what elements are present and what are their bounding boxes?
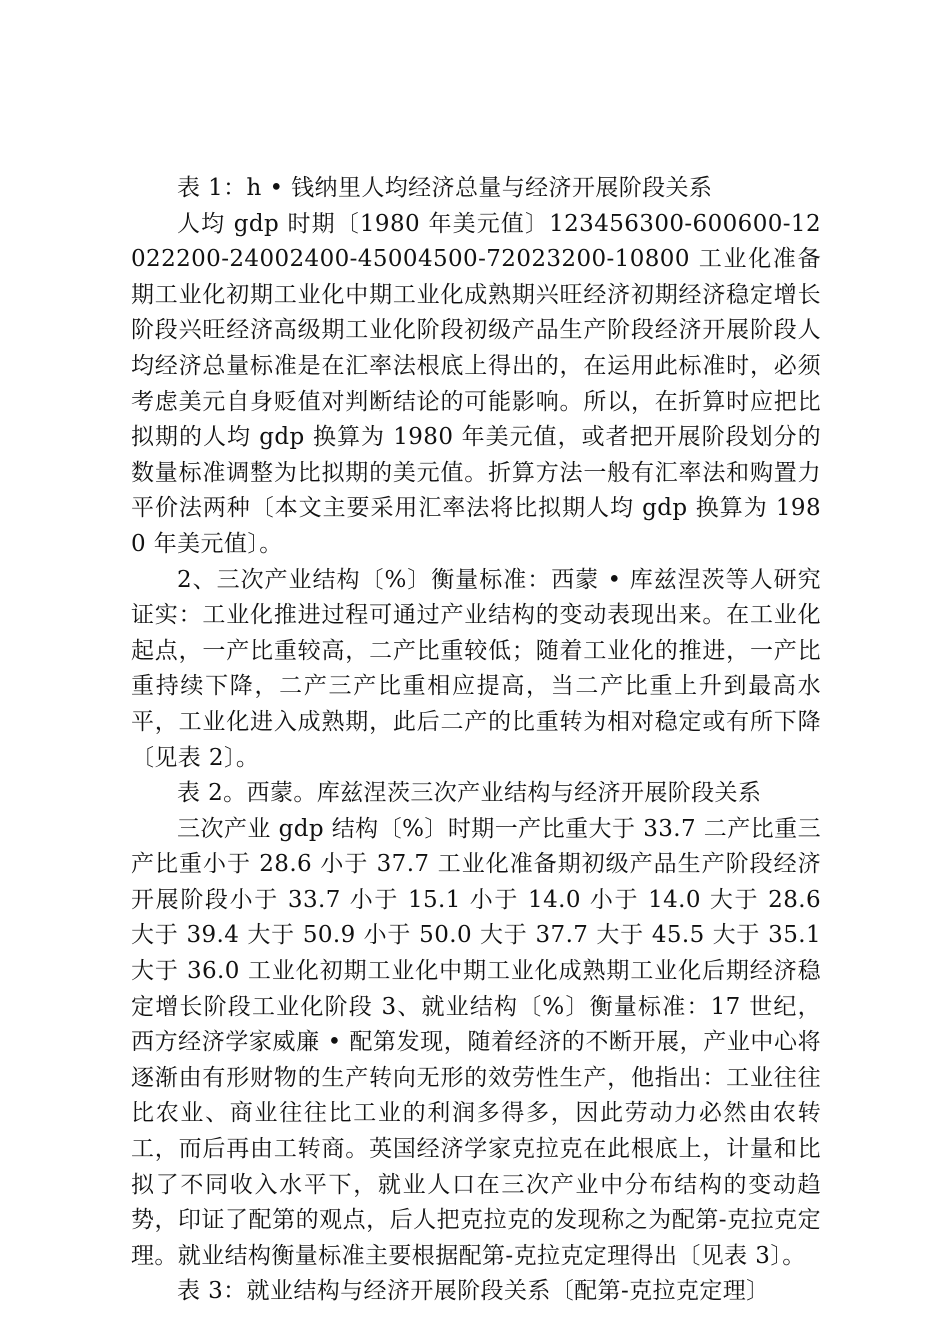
industry-structure-paragraph: 2、三次产业结构〔%〕衡量标准：西蒙 • 库兹涅茨等人研究证实：工业化推进过程可通过产业结构的变动表现出来。在工业化起点，一产比重较高，二产比重较低；随着工业化的推进，一产比重持续下降，二产三产比重相应提高，当二产比重上升到最高水平，工业化进入成熟期，此后二产的比重转为相对稳定或有所下降〔见表 2〕。 xyxy=(131,566,821,771)
table2-caption: 表 2。西蒙。库兹涅茨三次产业结构与经济开展阶段关系 xyxy=(177,780,762,807)
table1-caption: 表 1：h • 钱纳里人均经济总量与经济开展阶段关系 xyxy=(177,175,713,201)
document-body xyxy=(131,171,821,1310)
table2-content-paragraph: 三次产业 gdp 结构〔%〕时期一产比重大于 33.7 二产比重三产比重小于 28.6 小于 37.7 工业化准备期初级产品生产阶段经济开展阶段小于 33.7 小于 15.1 小于 14.0 小于 14.0 大于 28.6 大于 39.4 大于 50.9 小于 50.0 大于 37.7 大于 45.5 大于 35.1 大于 36.0 工业化初期工业化中期工业化成熟期工业化后期经济稳定增长阶段工业化阶段 3、就业结构〔%〕衡量标准：17 世纪，西方经济学家威廉 • 配第发现，随着经济的不断开展，产业中心将逐渐由有形财物的生产转向无形的效劳性生产，他指出：工业往往比农业、商业往往比工业的利润多得多，因此劳动力必然由农转工，而后再由工转商。英国经济学家克拉克在此根底上，计量和比拟了不同收入水平下，就业人口在三次产业中分布结构的变动趋势，印证了配第的观点，后人把克拉克的发现称之为配第-克拉克定理。就业结构衡量标准主要根据配第-克拉克定理得出〔见表 3〕。 xyxy=(131,815,821,1269)
table3-caption: 表 3：就业结构与经济开展阶段关系〔配第-克拉克定理〕 xyxy=(177,1278,770,1305)
table1-content-paragraph: 人均 gdp 时期〔1980 年美元值〕123456300-600600-12022200-24002400-45004500-72023200-10800 工业化准备期工业化初期工业化中期工业化成熟期兴旺经济初期经济稳定增长阶段兴旺经济高级期工业化阶段初级产品生产阶段经济开展阶段人均经济总量标准是在汇率法根底上得出的，在运用此标准时，必须考虑美元自身贬值对判断结论的可能影响。所以，在折算时应把比拟期的人均 gdp 换算为 1980 年美元值，或者把开展阶段划分的数量标准调整为比拟期的美元值。折算方法一般有汇率法和购置力平价法两种〔本文主要采用汇率法将比拟期人均 gdp 换算为 1980 年美元值〕。 xyxy=(131,210,821,557)
